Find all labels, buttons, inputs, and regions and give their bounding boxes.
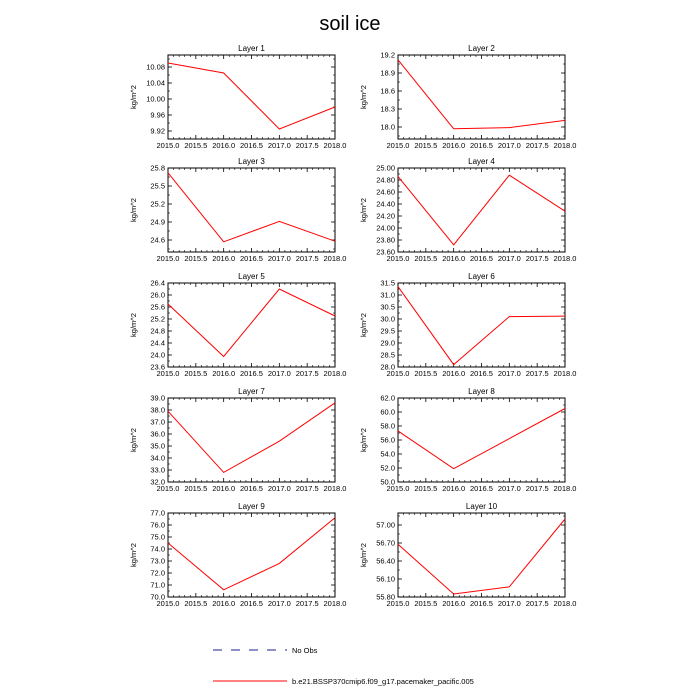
x-tick-label: 2018.0 [553,369,577,378]
x-tick-label: 2016.5 [470,254,493,263]
x-tick-label: 2017.5 [295,254,319,263]
y-axis-label: kg/m^2 [129,198,138,222]
y-tick-label: 77.0 [150,508,165,518]
x-tick-label: 2015.0 [386,254,410,263]
y-tick-label: 60.0 [380,407,395,417]
x-tick-label: 2017.5 [295,369,319,378]
y-tick-label: 23.80 [376,235,395,245]
x-tick-label: 2016.0 [442,141,466,150]
x-tick-label: 2016.0 [212,599,236,608]
panel-layer-5 [129,272,346,378]
model-series-line [168,518,335,590]
x-tick-label: 2016.0 [442,254,466,263]
y-tick-label: 32.0 [150,477,165,487]
plot-frame [168,513,335,597]
panel-layer-4 [359,157,576,263]
plot-frame [168,398,335,482]
y-tick-label: 39.0 [150,393,165,403]
y-tick-label: 54.0 [380,449,395,459]
y-tick-label: 10.04 [146,78,165,88]
legend-model-label: b.e21.BSSP370cmip6.f09_g17.pacemaker_pacific.005 [292,677,474,686]
model-series-line [168,289,335,357]
y-axis-label: kg/m^2 [129,85,138,109]
x-tick-label: 2017.0 [267,484,291,493]
y-tick-label: 23.6 [150,362,165,372]
y-tick-label: 25.00 [376,163,395,173]
panel-title: Layer 9 [238,502,265,511]
y-tick-label: 56.10 [376,574,395,584]
y-tick-label: 71.0 [150,580,165,590]
y-tick-label: 26.0 [150,290,165,300]
x-tick-label: 2015.5 [184,484,208,493]
y-axis-label: kg/m^2 [129,543,138,567]
x-tick-label: 2017.5 [525,369,549,378]
panel-title: Layer 5 [238,272,265,281]
x-tick-label: 2018.0 [553,141,577,150]
y-tick-label: 34.0 [150,453,165,463]
x-tick-label: 2017.5 [525,254,549,263]
x-tick-label: 2017.0 [497,369,521,378]
x-tick-label: 2016.5 [240,484,263,493]
panel-layer-2 [359,44,576,150]
y-tick-label: 24.80 [376,175,395,185]
y-tick-label: 9.92 [150,126,165,136]
y-axis-label: kg/m^2 [359,428,368,452]
x-tick-label: 2018.0 [553,599,577,608]
y-tick-label: 24.0 [150,350,165,360]
y-axis-label: kg/m^2 [359,85,368,109]
panel-title: Layer 8 [468,387,495,396]
y-tick-label: 10.08 [146,62,165,72]
panel-title: Layer 3 [238,157,265,166]
panel-title: Layer 4 [468,157,495,166]
x-tick-label: 2015.0 [156,369,180,378]
y-tick-label: 18.0 [380,122,395,132]
x-tick-label: 2016.5 [240,254,263,263]
x-tick-label: 2016.5 [240,599,263,608]
y-tick-label: 58.0 [380,421,395,431]
x-tick-label: 2016.5 [470,141,493,150]
y-tick-label: 30.5 [380,302,395,312]
y-tick-label: 24.6 [150,235,165,245]
y-tick-label: 24.4 [150,338,165,348]
x-tick-label: 2017.0 [497,599,521,608]
x-tick-label: 2018.0 [323,141,347,150]
y-axis-label: kg/m^2 [129,428,138,452]
plot-frame [398,513,565,597]
y-tick-label: 57.00 [376,520,395,530]
x-tick-label: 2015.5 [184,141,208,150]
panels [129,44,576,608]
x-tick-label: 2015.0 [386,369,410,378]
plot-frame [168,168,335,252]
x-tick-label: 2017.5 [295,599,319,608]
y-tick-label: 56.0 [380,435,395,445]
y-tick-label: 18.9 [380,68,395,78]
x-tick-label: 2015.5 [184,599,208,608]
x-tick-label: 2015.5 [414,369,438,378]
x-tick-label: 2018.0 [553,254,577,263]
x-tick-label: 2015.0 [386,484,410,493]
model-series-line [398,287,565,365]
y-tick-label: 76.0 [150,520,165,530]
x-tick-label: 2018.0 [323,369,347,378]
y-tick-label: 26.4 [150,278,165,288]
y-axis-label: kg/m^2 [129,313,138,337]
y-tick-label: 18.3 [380,104,395,114]
x-tick-label: 2017.5 [295,484,319,493]
model-series-line [398,519,565,594]
model-series-line [398,60,565,129]
y-tick-label: 33.0 [150,465,165,475]
y-tick-label: 73.0 [150,556,165,566]
y-tick-label: 29.5 [380,326,395,336]
y-tick-label: 24.60 [376,187,395,197]
x-tick-label: 2015.0 [156,484,180,493]
y-tick-label: 52.0 [380,463,395,473]
y-tick-label: 74.0 [150,544,165,554]
model-series-line [168,63,335,129]
y-tick-label: 25.2 [150,199,165,209]
x-tick-label: 2016.5 [240,141,263,150]
x-tick-label: 2017.5 [525,599,549,608]
model-series-line [168,173,335,242]
x-tick-label: 2015.0 [386,141,410,150]
legend-obs-entry [213,646,318,655]
panel-layer-1 [129,44,346,150]
y-tick-label: 25.5 [150,181,165,191]
plot-frame [398,283,565,367]
y-tick-label: 19.2 [380,50,395,60]
y-tick-label: 24.9 [150,217,165,227]
x-tick-label: 2018.0 [323,484,347,493]
y-axis-label: kg/m^2 [359,198,368,222]
y-tick-label: 23.60 [376,247,395,257]
y-tick-label: 75.0 [150,532,165,542]
x-tick-label: 2015.0 [156,254,180,263]
legend [213,646,474,686]
y-tick-label: 70.0 [150,592,165,602]
plot-frame [398,55,565,139]
y-tick-label: 55.80 [376,592,395,602]
y-tick-label: 28.0 [380,362,395,372]
y-tick-label: 56.40 [376,556,395,566]
panel-title: Layer 10 [465,502,498,511]
y-axis-label: kg/m^2 [359,313,368,337]
x-tick-label: 2016.0 [212,254,236,263]
x-tick-label: 2017.5 [525,141,549,150]
model-series-line [398,409,565,469]
plot-frame [398,398,565,482]
y-tick-label: 28.5 [380,350,395,360]
y-tick-label: 29.0 [380,338,395,348]
y-tick-label: 72.0 [150,568,165,578]
x-tick-label: 2016.0 [212,484,236,493]
x-tick-label: 2017.0 [267,141,291,150]
y-tick-label: 35.0 [150,441,165,451]
y-tick-label: 37.0 [150,417,165,427]
x-tick-label: 2017.5 [295,141,319,150]
x-tick-label: 2017.0 [497,254,521,263]
y-tick-label: 56.70 [376,538,395,548]
y-tick-label: 9.96 [150,110,165,120]
y-tick-label: 24.40 [376,199,395,209]
x-tick-label: 2015.0 [156,141,180,150]
x-tick-label: 2016.0 [442,599,466,608]
x-tick-label: 2015.0 [156,599,180,608]
y-tick-label: 38.0 [150,405,165,415]
y-tick-label: 50.0 [380,477,395,487]
panel-layer-6 [359,272,576,378]
y-tick-label: 30.0 [380,314,395,324]
x-tick-label: 2018.0 [553,484,577,493]
panel-layer-7 [129,387,346,493]
x-tick-label: 2016.5 [470,599,493,608]
x-tick-label: 2016.0 [212,369,236,378]
panel-title: Layer 1 [238,44,265,53]
x-tick-label: 2016.5 [470,484,493,493]
panel-layer-10 [359,502,576,608]
model-series-line [398,175,565,245]
y-tick-label: 10.00 [146,94,165,104]
x-tick-label: 2017.0 [497,141,521,150]
legend-obs-label: No Obs [292,646,318,655]
x-tick-label: 2017.0 [267,369,291,378]
x-tick-label: 2015.0 [386,599,410,608]
y-tick-label: 25.6 [150,302,165,312]
y-tick-label: 31.5 [380,278,395,288]
y-tick-label: 62.0 [380,393,395,403]
panel-title: Layer 6 [468,272,495,281]
x-tick-label: 2016.0 [212,141,236,150]
y-tick-label: 36.0 [150,429,165,439]
x-tick-label: 2016.0 [442,484,466,493]
legend-model-entry [213,677,474,686]
x-tick-label: 2015.5 [184,369,208,378]
panel-title: Layer 2 [468,44,495,53]
y-tick-label: 24.20 [376,211,395,221]
x-tick-label: 2015.5 [414,599,438,608]
panel-layer-8 [359,387,576,493]
x-tick-label: 2015.5 [414,254,438,263]
x-tick-label: 2015.5 [184,254,208,263]
x-tick-label: 2018.0 [323,599,347,608]
x-tick-label: 2017.0 [267,254,291,263]
x-tick-label: 2017.0 [497,484,521,493]
y-axis-label: kg/m^2 [359,543,368,567]
panel-title: Layer 7 [238,387,265,396]
y-tick-label: 24.8 [150,326,165,336]
x-tick-label: 2016.5 [240,369,263,378]
model-series-line [168,403,335,473]
y-tick-label: 31.0 [380,290,395,300]
panel-layer-9 [129,502,346,608]
y-tick-label: 24.00 [376,223,395,233]
x-tick-label: 2017.5 [525,484,549,493]
x-tick-label: 2015.5 [414,484,438,493]
x-tick-label: 2018.0 [323,254,347,263]
figure-title: soil ice [319,13,381,35]
panel-layer-3 [129,157,346,263]
y-tick-label: 18.6 [380,86,395,96]
plot-frame [168,283,335,367]
x-tick-label: 2016.5 [470,369,493,378]
x-tick-label: 2016.0 [442,369,466,378]
x-tick-label: 2015.5 [414,141,438,150]
x-tick-label: 2017.0 [267,599,291,608]
y-tick-label: 25.2 [150,314,165,324]
y-tick-label: 25.8 [150,163,165,173]
